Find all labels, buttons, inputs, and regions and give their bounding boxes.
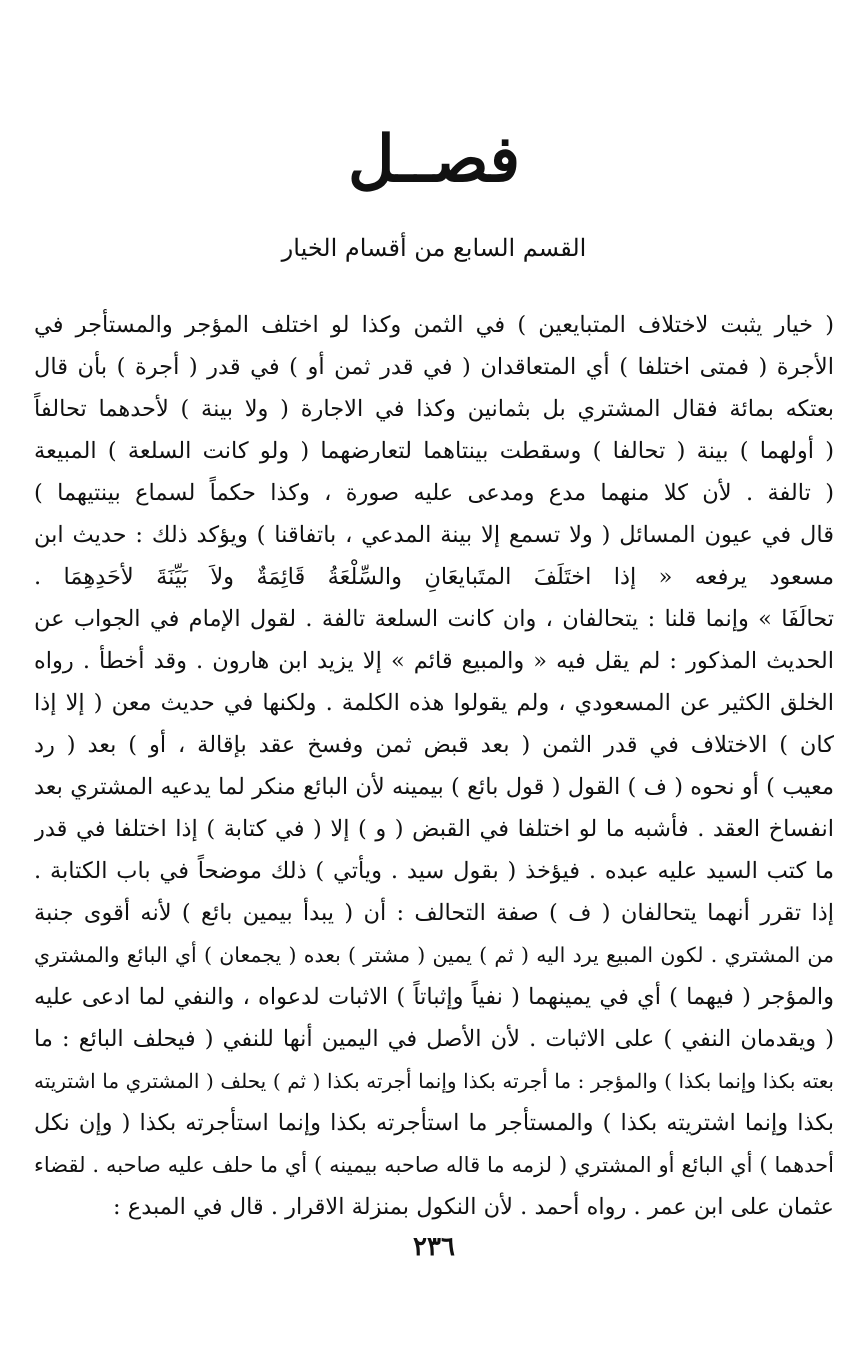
body-text [34, 304, 834, 1228]
text-line: ( خيار يثبت لاختلاف المتبايعين ) في الثمن وكذا لو اختلف المؤجر والمستأجر في [34, 312, 834, 338]
page-number: ٢٣٦ [413, 1232, 455, 1262]
text-line: ( ويقدمان النفي ) على الاثبات . لأن الأصل في اليمين أنها للنفي ( فيحلف البائع : ما [34, 1026, 834, 1052]
text-line: الأجرة ( فمتى اختلفا ) أي المتعاقدان ( في قدر ثمن أو ) في قدر ( أجرة ) بأن قال [34, 354, 834, 380]
text-line: كان ) الاختلاف في قدر الثمن ( بعد قبض ثمن وفسخ عقد بإقالة ، أو ) بعد ( رد [34, 732, 834, 758]
text-line: تحالَفَا » وإنما قلنا : يتحالفان ، وان كانت السلعة تالفة . لقول الإمام في الجواب عن [34, 606, 834, 632]
section-subtitle: القسم السابع من أقسام الخيار [281, 234, 587, 262]
text-line: مسعود يرفعه « إذا اختَلَفَ المتَبايعَانِ والسِّلْعَةُ قَائِمَةٌ ولاَ بَيِّنَةَ لأحَدِهِمَا . [34, 564, 834, 590]
text-line: بعتكه بمائة فقال المشتري بل بثمانين وكذا في الاجارة ( ولا بينة ) لأحدهما تحالفاً [34, 396, 834, 422]
text-line: عثمان على ابن عمر . رواه أحمد . لأن النكول بمنزلة الاقرار . قال في المبدع : [113, 1194, 834, 1220]
text-line: بكذا وإنما اشتريته بكذا ) والمستأجر ما استأجرته بكذا وإنما استأجرته بكذا ( وإن نكل [34, 1110, 834, 1136]
text-line: أحدهما ) أي البائع أو المشتري ( لزمه ما قاله صاحبه بيمينه ) أي ما حلف عليه صاحبه . لقضاء [34, 1153, 834, 1177]
text-line: ( تالفة . لأن كلا منهما مدع ومدعى عليه صورة ، وكذا حكماً لسماع بينتيهما ) [34, 480, 834, 506]
text-line: الحديث المذكور : لم يقل فيه « والمبيع قائم » إلا يزيد ابن هارون . وقد أخطأ . رواه [34, 648, 834, 674]
text-line: انفساخ العقد . فأشبه ما لو اختلفا في القبض ( و ) إلا ( في كتابة ) إذا اختلفا في قدر [34, 816, 834, 842]
text-line: ما كتب السيد عليه عبده . فيؤخذ ( بقول سيد . ويأتي ) ذلك موضحاً في باب الكتابة . [34, 858, 834, 884]
text-line: معيب ) أو نحوه ( ف ) القول ( قول بائع ) بيمينه لأن البائع منكر لما يدعيه المشتري بعد [34, 774, 834, 800]
text-line: الخلق الكثير عن المسعودي ، ولم يقولوا هذه الكلمة . ولكنها في حديث معن ( إلا إذا [34, 690, 834, 716]
text-line: إذا تقرر أنهما يتحالفان ( ف ) صفة التحالف : أن ( يبدأ بيمين بائع ) لأنه أقوى جنبة [34, 900, 834, 926]
chapter-heading: فصــل [347, 122, 521, 197]
text-line: من المشتري . لكون المبيع يرد اليه ( ثم ) يمين ( مشتر ) بعده ( يجمعان ) أي البائع والمشتري [34, 943, 834, 967]
text-line: ( أولهما ) بينة ( تحالفا ) وسقطت بينتاهما لتعارضهما ( ولو كانت السلعة ) المبيعة [34, 438, 834, 464]
text-line: والمؤجر ( فيهما ) أي في يمينهما ( نفياً وإثباتاً ) الاثبات لدعواه ، والنفي لما ادعى عليه [34, 984, 834, 1010]
text-line: قال في عيون المسائل ( ولا تسمع إلا بينة المدعي ، باتفاقنا ) ويؤكد ذلك : حديث ابن [34, 522, 834, 548]
text-line: بعته بكذا وإنما بكذا ) والمؤجر : ما أجرته بكذا وإنما أجرته بكذا ( ثم ) يحلف ( المشتري ما اشتريته [34, 1069, 834, 1093]
